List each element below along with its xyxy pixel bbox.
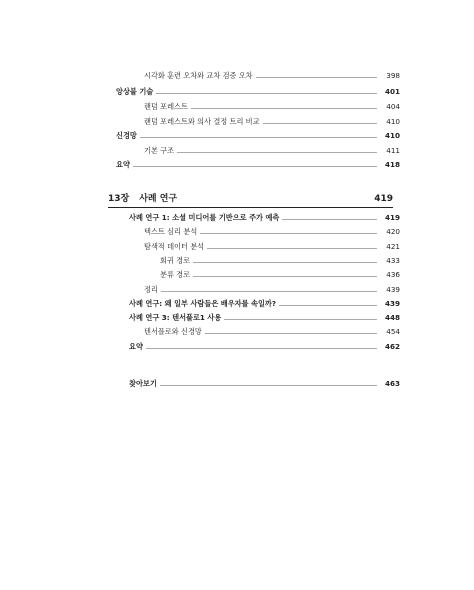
toc-entry-label: 분류 경로 xyxy=(160,270,191,279)
toc-entry-page: 410 xyxy=(384,131,400,140)
dot-leader xyxy=(177,152,377,153)
toc-entry-page: 433 xyxy=(386,256,400,265)
toc-entry-label: 탐색적 데이터 분석 xyxy=(144,242,205,251)
dot-leader xyxy=(205,333,377,334)
toc-entry[interactable] xyxy=(144,141,400,155)
dot-leader xyxy=(256,77,377,78)
toc-entry[interactable] xyxy=(129,208,400,222)
toc-entry-label: 찾아보기 xyxy=(129,379,157,388)
dot-leader xyxy=(146,348,377,349)
dot-leader xyxy=(279,305,377,306)
dot-leader xyxy=(193,276,377,277)
toc-entry-label: 사례 연구: 왜 일부 사람들은 배우자를 속일까? xyxy=(129,299,277,308)
toc-entry-label: 텐서플로와 신경망 xyxy=(144,327,202,336)
toc-entry-label: 시각화 훈련 오차와 교차 검증 오차 xyxy=(144,71,253,80)
dot-leader xyxy=(193,262,377,263)
toc-entry-page: 418 xyxy=(384,160,400,169)
toc-entry[interactable] xyxy=(160,265,400,279)
chapter-heading[interactable] xyxy=(108,186,393,208)
dot-leader xyxy=(191,108,377,109)
chapter-number: 13장 xyxy=(108,194,130,204)
dot-leader xyxy=(156,93,377,94)
toc-entry-label: 신경망 xyxy=(116,131,137,140)
dot-leader xyxy=(263,123,377,124)
toc-entry[interactable] xyxy=(144,97,400,111)
toc-entry-page: 448 xyxy=(384,313,400,322)
toc-entry[interactable] xyxy=(144,222,400,236)
toc-entry-page: 439 xyxy=(384,299,400,308)
dot-leader xyxy=(200,233,377,234)
toc-entry-label: 텍스트 심리 분석 xyxy=(144,227,198,236)
toc-entry-index[interactable] xyxy=(129,374,400,388)
toc-entry-page: 439 xyxy=(386,285,400,294)
toc-entry-page: 462 xyxy=(384,342,400,351)
toc-entry-page: 398 xyxy=(386,71,400,80)
toc-entry[interactable] xyxy=(129,337,400,351)
toc-entry-label: 앙상블 기술 xyxy=(116,87,154,96)
toc-entry[interactable] xyxy=(116,155,400,169)
toc-entry[interactable] xyxy=(129,308,400,322)
toc-entry-page: 401 xyxy=(384,87,400,96)
toc-entry[interactable] xyxy=(160,251,400,265)
toc-entry[interactable] xyxy=(144,66,400,80)
toc-entry-label: 요약 xyxy=(129,342,143,351)
toc-entry[interactable] xyxy=(144,322,400,336)
toc-entry-page: 463 xyxy=(384,379,400,388)
toc-entry-page: 436 xyxy=(386,270,400,279)
toc-entry-page: 419 xyxy=(384,213,400,222)
toc-entry[interactable] xyxy=(144,112,400,126)
toc-entry-label: 요약 xyxy=(116,160,130,169)
toc-entry-page: 404 xyxy=(386,102,400,111)
toc-entry-page: 420 xyxy=(386,227,400,236)
toc-entry-label: 랜덤 포레스트와 의사 결정 트리 비교 xyxy=(144,117,260,126)
toc-entry-page: 410 xyxy=(386,117,400,126)
toc-entry-page: 421 xyxy=(386,242,400,251)
toc-entry[interactable] xyxy=(129,294,400,308)
toc-entry-page: 454 xyxy=(386,327,400,336)
dot-leader xyxy=(133,166,377,167)
toc-entry-label: 랜덤 포레스트 xyxy=(144,102,188,111)
chapter-title-group xyxy=(108,191,177,204)
dot-leader xyxy=(160,385,377,386)
chapter-page: 419 xyxy=(374,194,393,204)
toc-entry-page: 411 xyxy=(386,146,400,155)
toc-entry-label: 사례 연구 1: 소셜 미디어를 기반으로 주가 예측 xyxy=(129,213,280,222)
toc-entry-label: 사례 연구 3: 텐서플로1 사용 xyxy=(129,313,222,322)
dot-leader xyxy=(224,319,377,320)
toc-entry[interactable] xyxy=(116,82,400,96)
dot-leader xyxy=(282,219,377,220)
dot-leader xyxy=(140,137,377,138)
dot-leader xyxy=(207,248,377,249)
dot-leader xyxy=(161,291,377,292)
toc-entry-label: 기본 구조 xyxy=(144,146,175,155)
toc-entry[interactable] xyxy=(116,126,400,140)
chapter-title: 사례 연구 xyxy=(139,194,178,204)
toc-entry[interactable] xyxy=(144,280,400,294)
toc-entry[interactable] xyxy=(144,237,400,251)
toc-entry-label: 정리 xyxy=(144,285,158,294)
toc-entry-label: 회귀 경로 xyxy=(160,256,191,265)
